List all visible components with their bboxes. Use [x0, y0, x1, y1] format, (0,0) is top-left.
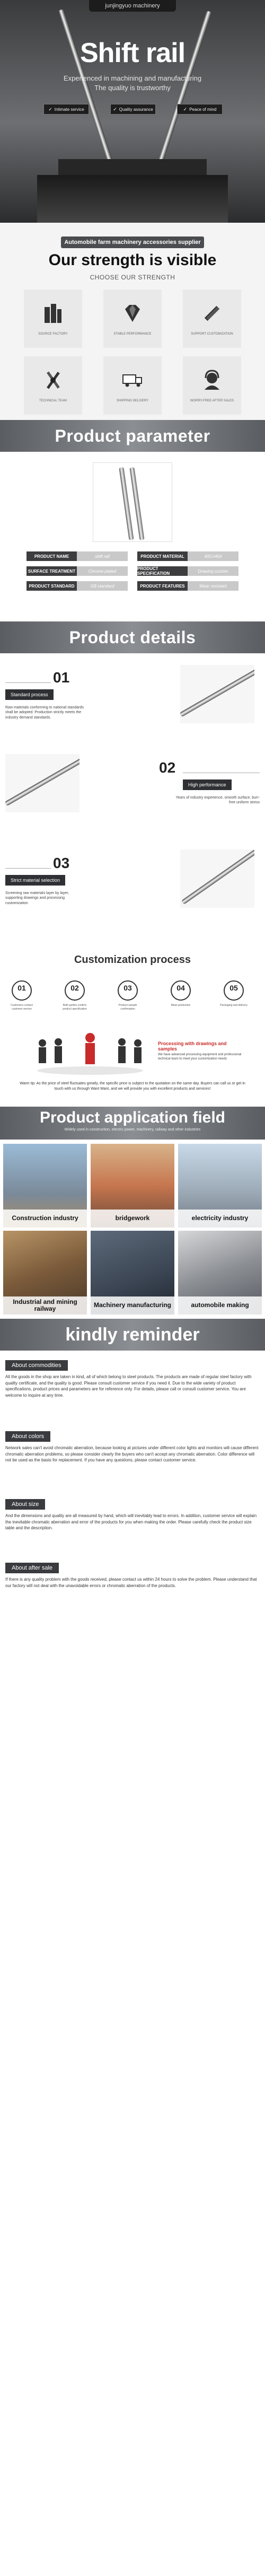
section-header: Product application field Widely used in construction, electric power, machinery, railway and other industries [0, 1107, 265, 1140]
table-row: PRODUCT STANDARD GB standard PRODUCT FEATURES Wear resistant [26, 581, 238, 591]
wrench-tools-icon [41, 369, 65, 392]
section-header: kindly reminder [0, 1319, 265, 1351]
process-step-text: Packaging and delivery [220, 1004, 248, 1007]
page-title: Shift rail [80, 38, 186, 68]
section-header: Product parameter [0, 420, 265, 452]
application-tile: Industrial and mining railway [3, 1231, 87, 1315]
people-illustration [32, 1027, 148, 1077]
reminder-section [0, 1319, 265, 1679]
reminder-heading: About commodities [5, 1360, 68, 1371]
detail-text: Raw materials conforming to national standards shall be adopted. Production strictly meets the industry demand standards. [5, 706, 84, 720]
brand-label: junjingyuo machinery [89, 0, 176, 12]
divider [5, 682, 51, 683]
hero-subtitle: The quality is trustworthy [94, 84, 171, 92]
application-tile: bridgework [91, 1144, 174, 1228]
application-tile: Construction industry [3, 1144, 87, 1228]
hero-tags [43, 104, 223, 115]
custom-bubble: Processing with drawings and samples We have advanced processing equipment and professional technical team to meet your customization needs [158, 1041, 242, 1061]
application-grid [3, 1144, 262, 1315]
reminder-text: If there is any quality problem with the goods received, please contact us within 24 hours to solve the problem. Please understand that our factory will not deal with the unavoidable errors or chromatic aberration of the products. [5, 1577, 257, 1588]
parameter-table [26, 551, 238, 596]
process-section [0, 948, 265, 1107]
detail-number: 02 [159, 759, 176, 776]
delivery-truck-icon [121, 369, 144, 392]
process-step-text: Both parties confirm product specification [63, 1004, 87, 1011]
process-step-text: Mass production [171, 1004, 191, 1007]
process-title: Customization process [74, 954, 191, 966]
section-header: Product details [0, 621, 265, 653]
hero-subtitle: Experienced in machining and manufacturing [63, 74, 202, 82]
supplier-label: Automobile farm machinery accessories supplier [61, 236, 204, 248]
strength-card: STABLE PERFORMANCE [103, 290, 162, 348]
strength-grid [0, 290, 265, 415]
reminder-text: And the dimensions and quality are all measured by hand, which will inevitably lead to errors. In addition, customer service will explain the inevitable chromatic aberration and error of the products for you when making the order. Please carefully check the product size table and the description. [5, 1513, 257, 1531]
process-step: 02 [65, 980, 85, 1001]
detail-text: Screening raw materials layer by layer, supporting drawings and processing customization [5, 891, 69, 905]
table-row: PRODUCT NAME shift rail PRODUCT MATERIAL 40Cr/45# [26, 551, 238, 561]
strength-card: SHIPPING DELIVERY [103, 356, 162, 415]
rail-rod-image [93, 463, 173, 542]
application-section [0, 1107, 265, 1319]
hero-tag: ✓ Quality assurance [110, 104, 156, 115]
process-step: 03 [118, 980, 138, 1001]
application-tile: automobile making [178, 1231, 262, 1315]
parameter-section [0, 452, 265, 621]
detail-image [5, 754, 80, 812]
detail-number: 01 [53, 669, 70, 686]
application-tile: electricity industry [178, 1144, 262, 1228]
reminder-text: Network sales can't avoid chromatic aberration, because looking at pictures under different color lights and monitors will cause different chromatic aberration problems, so please consider clearly the buyers who can't accept any chromatic aberration. Color difference will not be used as the basis for replacement. If you have any questions, please contact customer service. [5, 1445, 259, 1463]
hero-tag: ✓ Intimate service [43, 104, 89, 115]
strength-card: SUPPORT CUSTOMIZATION [183, 290, 241, 348]
detail-image [180, 665, 254, 723]
check-icon: ✓ [113, 106, 117, 112]
diamond-icon [121, 302, 144, 325]
detail-text: Years of industry experience, smooth surface, burr-free uniform stress [175, 796, 260, 805]
display-stage [37, 175, 228, 223]
application-tile: Machinery manufacturing [91, 1231, 174, 1315]
strength-section [0, 223, 265, 420]
strength-card: SOURCE FACTORY [24, 290, 82, 348]
details-section [0, 653, 265, 948]
detail-tag: Strict material selection [5, 875, 65, 886]
factory-icon [41, 302, 65, 325]
detail-tag: High performance [183, 779, 232, 790]
check-icon: ✓ [48, 106, 52, 112]
process-step-text: Product sample confirmation [118, 1004, 137, 1011]
check-icon: ✓ [183, 106, 188, 112]
product-image [93, 462, 172, 542]
process-step: 01 [12, 980, 32, 1001]
reminder-heading: About size [5, 1499, 45, 1510]
detail-number: 03 [53, 855, 70, 871]
strength-card: WORRY-FREE AFTER SALES [183, 356, 241, 415]
reminder-heading: About after sale [5, 1563, 59, 1573]
ruler-pencil-icon [200, 302, 224, 325]
process-step-text: Customers contact customer service [11, 1004, 33, 1011]
hero-banner [0, 0, 265, 223]
reminder-text: All the goods in the shop are taken in kind, all of which belong to steel products. The products are made of regular steel factory with quality certificate, and the quality is good. Please consult customer service if you need it. Due to the wide variety of product specifications, product prices and parameters are for reference only. For details, please call or consult customer service. You are welcome to inquire at any time. [5, 1374, 252, 1398]
reminder-heading: About colors [5, 1431, 50, 1442]
customer-service-icon [200, 369, 224, 392]
process-step: 05 [224, 980, 244, 1001]
hero-tag: ✓ Peace of mind [177, 104, 223, 115]
strength-subtitle: CHOOSE OUR STRENGTH [90, 274, 175, 281]
detail-tag: Standard process [5, 689, 54, 700]
divider [5, 868, 51, 869]
strength-card: TECHNICAL TEAM [24, 356, 82, 415]
table-row: SURFACE TREATMENT Chrome plated PRODUCT SPECIFICATION Drawing custom [26, 566, 238, 576]
strength-title: Our strength is visible [48, 251, 217, 269]
detail-image [180, 849, 254, 908]
warm-tip: Warm tip: As the price of steel fluctuates greatly, the specific price is subject to the quotation on the same day. Buyers can call us or get in touch with us through Want Want, and we will provide you with excellent products and services! [20, 1082, 245, 1091]
process-step: 04 [171, 980, 191, 1001]
